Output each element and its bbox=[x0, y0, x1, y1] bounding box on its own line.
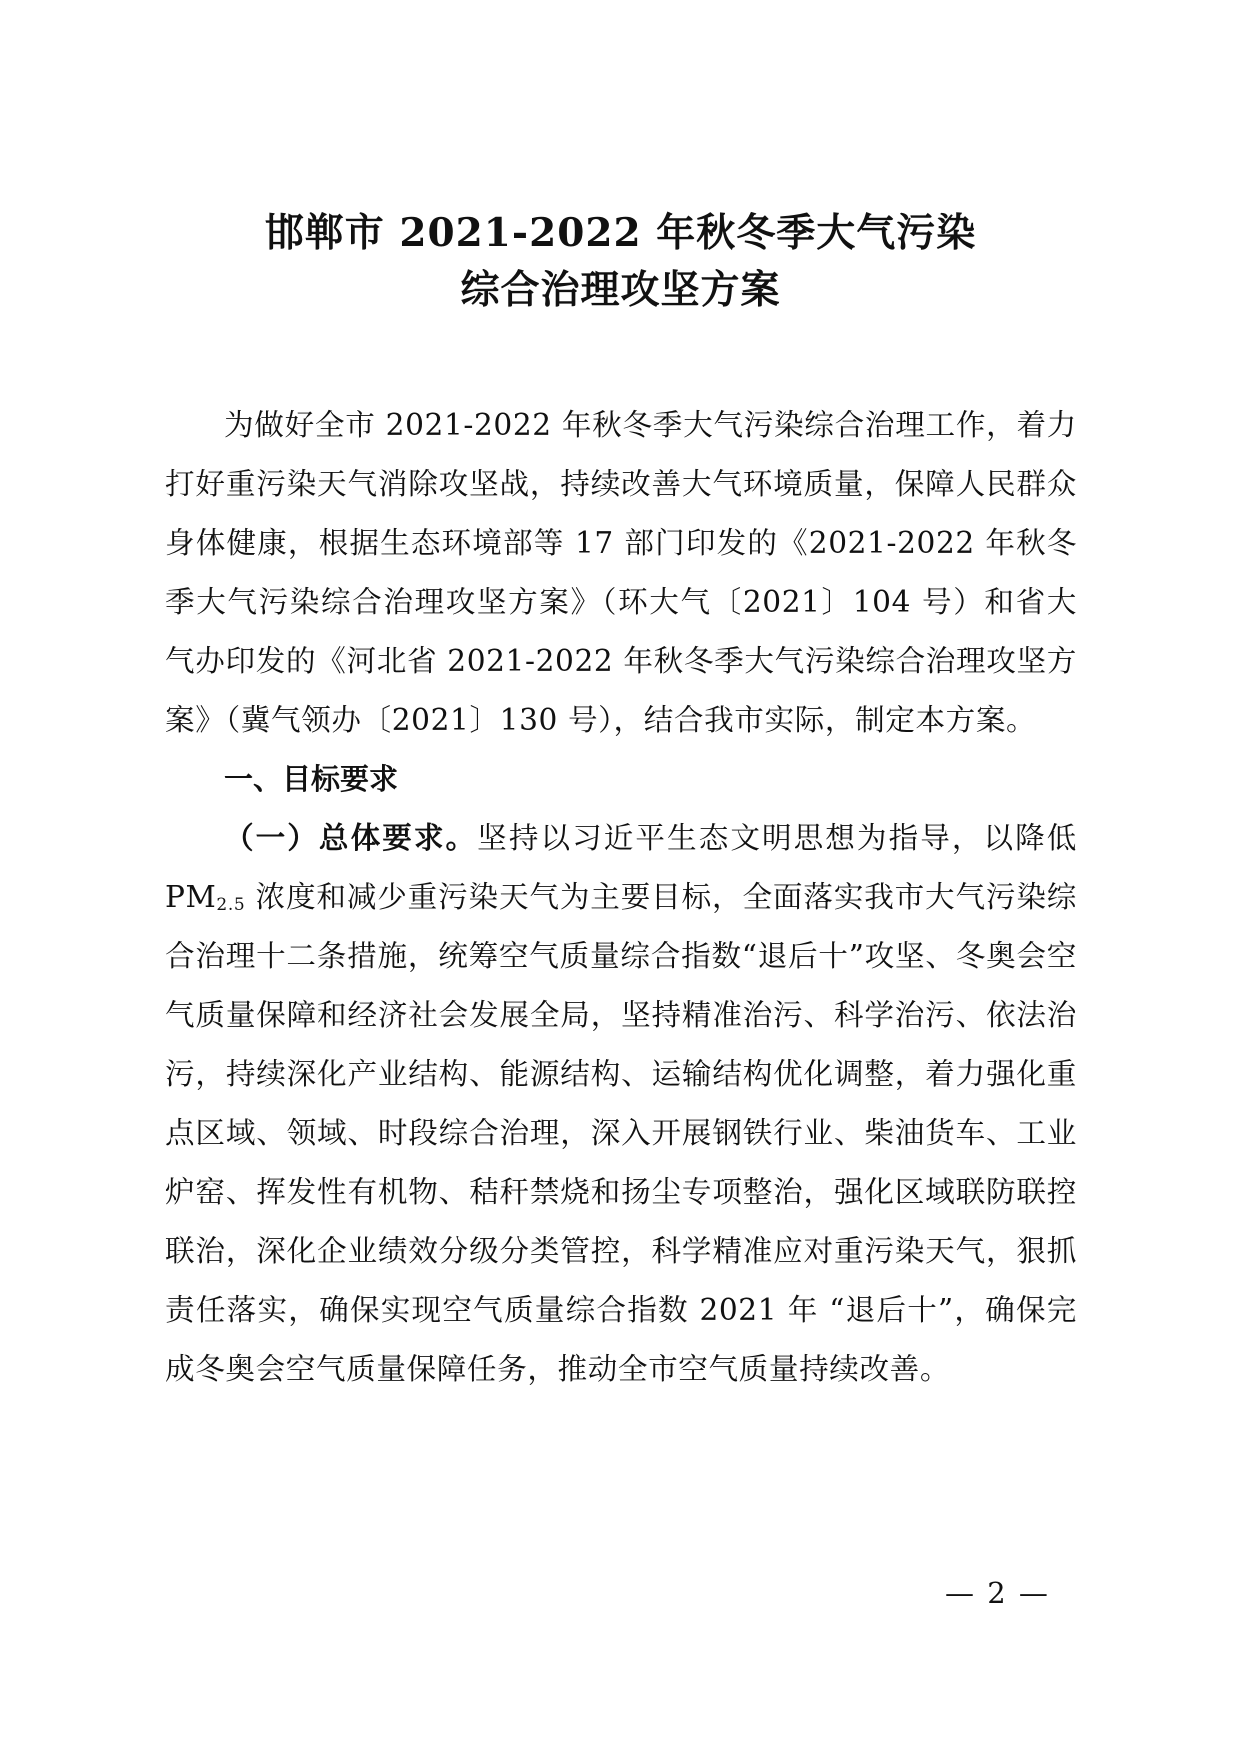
title-line-1: 邯郸市 2021-2022 年秋冬季大气污染 bbox=[264, 210, 977, 256]
subsection-heading-overall: （一）总体要求。 bbox=[224, 821, 478, 855]
overall-text-part-2: 浓度和减少重污染天气为主要目标，全面落实我市大气污染综合治理十二条措施，统筹空气质量综合指数“退后十”攻坚、冬奥会空气质量保障和经济社会发展全局，坚持精准治污、科学治污、依法治污，持续深化产业结构、能源结构、运输结构优化调整，着力强化重点区域、领域、时段综合治理，深入开展钢铁行业、柴油货车、工业炉窑、挥发性有机物、秸秆禁烧和扬尘专项整治，强化区域联防联控联治，深化企业绩效分级分类管控，科学精准应对重污染天气，狠抓责任落实，确保实现空气质量综合指数 2021 年 “退后十”，确保完成冬奥会空气质量保障任务，推动全市空气质量持续改善。 bbox=[165, 880, 1077, 1386]
page-number: — 2 — bbox=[945, 1576, 1050, 1610]
document-title bbox=[0, 205, 1241, 319]
section-heading-goals: 一、目标要求 bbox=[224, 762, 399, 796]
pm-subscript: 2.5 bbox=[216, 895, 246, 915]
overall-requirements-paragraph bbox=[165, 809, 1077, 1399]
overall-text-part-1: 坚持以习近平生态文明思想为指导，以降低 PM bbox=[165, 821, 1077, 914]
document-body bbox=[165, 396, 1077, 1399]
intro-paragraph: 为做好全市 2021-2022 年秋冬季大气污染综合治理工作，着力打好重污染天气消除攻坚战，持续改善大气环境质量，保障人民群众身体健康，根据生态环境部等 17 部门印发的《2021-2022 年秋冬季大气污染综合治理攻坚方案》（环大气〔2021〕104 号）和省大气办印发的《河北省 2021-2022 年秋冬季大气污染综合治理攻坚方案》（冀气领办〔2021〕130 号），结合我市实际，制定本方案。 bbox=[165, 408, 1077, 737]
title-line-2: 综合治理攻坚方案 bbox=[460, 267, 781, 313]
